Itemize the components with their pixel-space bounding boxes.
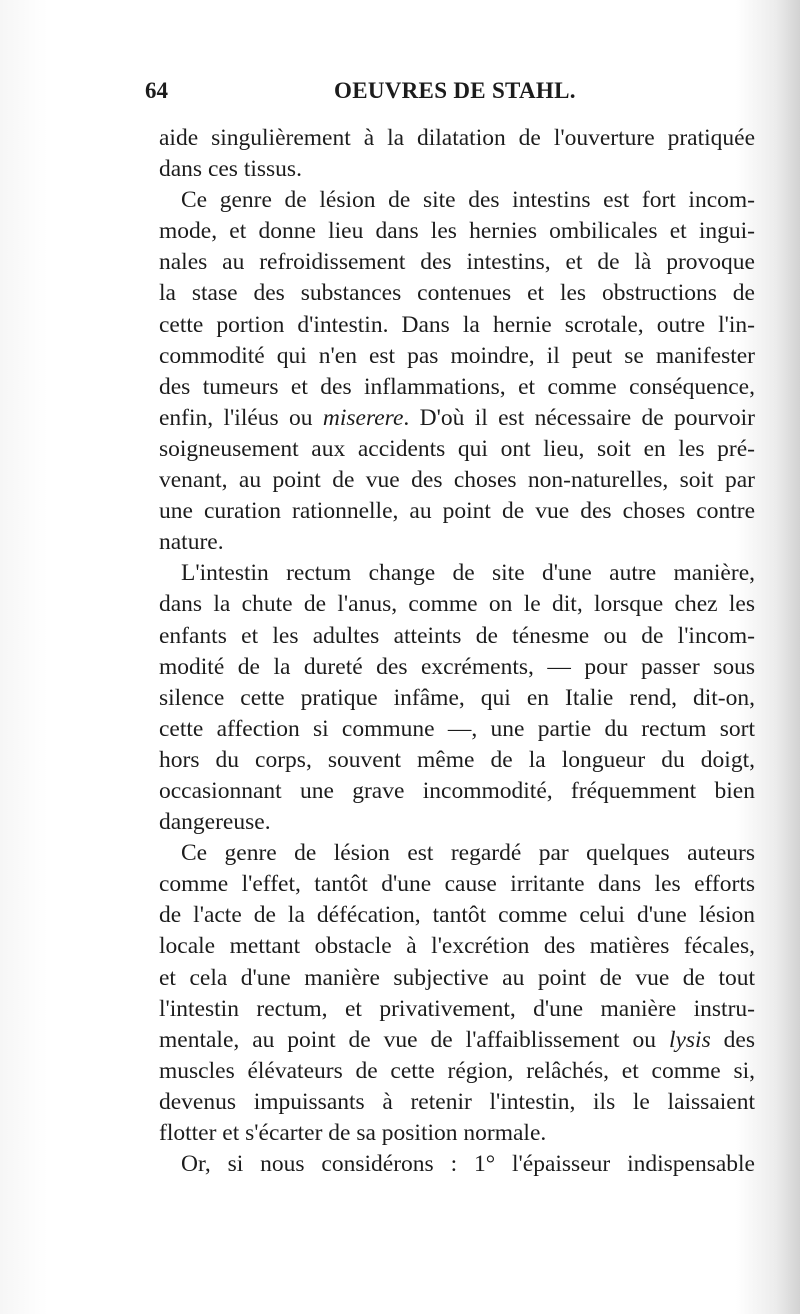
text-line: dans la chute de l'anus, comme on le dit, lorsque chez les bbox=[159, 591, 755, 618]
text-line: modité de la dureté des excréments, — pour passer sous bbox=[159, 653, 755, 680]
text-line: hors du corps, souvent même de la longueur du doigt, bbox=[159, 746, 755, 773]
text-line: Ce genre de lésion de site des intestins est fort incom- bbox=[181, 187, 755, 214]
text-line: flotter et s'écarter de sa position normale. bbox=[159, 1120, 547, 1146]
text-line: des tumeurs et des inflammations, et comme conséquence, bbox=[159, 373, 755, 400]
text-line: cette portion d'intestin. Dans la hernie scrotale, outre l'in- bbox=[159, 311, 755, 338]
text-line: cette affection si commune —, une partie du rectum sort bbox=[159, 715, 755, 742]
text-segment: des bbox=[710, 1026, 755, 1053]
running-head bbox=[145, 78, 755, 108]
text-line: enfants et les adultes atteints de ténesme ou de l'incom- bbox=[159, 622, 755, 649]
text-line: L'intestin rectum change de site d'une autre manière, bbox=[181, 560, 755, 587]
running-title: OEUVRES DE STAHL. bbox=[334, 78, 576, 103]
text-line: venant, au point de vue des choses non-naturelles, soit par bbox=[159, 467, 755, 494]
text-line: locale mettant obstacle à l'excrétion des matières fécales, bbox=[159, 933, 755, 960]
text-line: dangereuse. bbox=[159, 809, 271, 836]
text-line: de l'acte de la défécation, tantôt comme celui d'une lésion bbox=[159, 902, 755, 929]
text-line: commodité qui n'en est pas moindre, il peut se manifester bbox=[159, 342, 755, 369]
body-text bbox=[159, 123, 755, 1180]
text-segment: . D'où il est nécessaire de pourvoir bbox=[403, 404, 755, 431]
text-line: et cela d'une manière subjective au point de vue de tout bbox=[159, 964, 755, 991]
text-line: muscles élévateurs de cette région, relâchés, et comme si, bbox=[159, 1057, 755, 1084]
text-line: nature. bbox=[159, 529, 224, 556]
text-line: silence cette pratique infâme, qui en Italie rend, dit-on, bbox=[159, 684, 755, 711]
page-number: 64 bbox=[145, 78, 168, 103]
text-line: la stase des substances contenues et les obstructions de bbox=[159, 280, 755, 307]
text-segment: mentale, au point de vue de l'affaiblissement ou bbox=[159, 1026, 669, 1053]
text-line: soigneusement aux accidents qui ont lieu, soit en les pré- bbox=[159, 435, 755, 462]
text-line: dans ces tissus. bbox=[159, 156, 302, 183]
text-line: aide singulièrement à la dilatation de l'ouverture pratiquée bbox=[159, 125, 755, 151]
text-line: devenus impuissants à retenir l'intestin, ils le laissaient bbox=[159, 1088, 755, 1115]
text-line: Ce genre de lésion est regardé par quelques auteurs bbox=[181, 840, 755, 867]
text-line: comme l'effet, tantôt d'une cause irritante dans les efforts bbox=[159, 871, 755, 898]
text-segment: enfin, l'iléus ou bbox=[159, 404, 323, 431]
text-line: nales au refroidissement des intestins, et de là provoque bbox=[159, 249, 755, 276]
text-line: une curation rationnelle, au point de vue des choses contre bbox=[159, 498, 755, 525]
text-line: l'intestin rectum, et privativement, d'une manière instru- bbox=[159, 995, 755, 1022]
text-line bbox=[159, 1025, 755, 1056]
text-line: mode, et donne lieu dans les hernies ombilicales et ingui- bbox=[159, 218, 755, 245]
text-line bbox=[159, 403, 755, 434]
italic-term: lysis bbox=[668, 1026, 711, 1053]
italic-term: miserere bbox=[322, 404, 404, 431]
text-line: occasionnant une grave incommodité, fréquemment bien bbox=[159, 777, 755, 804]
text-line: Or, si nous considérons : 1° l'épaisseur indispensable bbox=[181, 1151, 755, 1178]
